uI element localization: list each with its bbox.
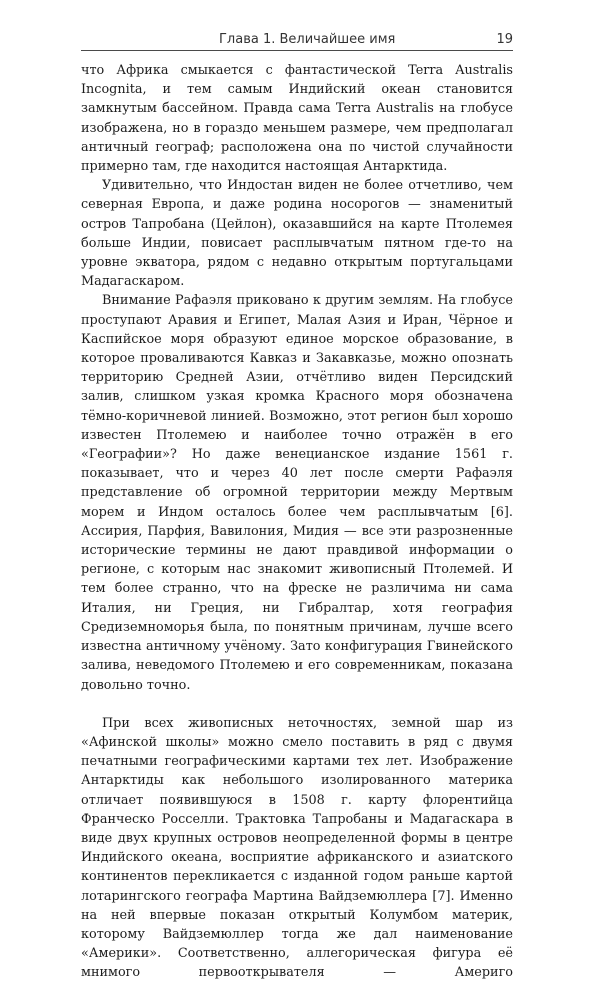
running-head xyxy=(81,32,513,51)
body-text xyxy=(81,61,513,983)
paragraph: При всех живописных неточностях, земной шар из «Афинской школы» можно смело поставить в ряд с двумя печатными географическими картами тех лет. Изображение Антарктиды как небольшого изолированного материка отличает появившуюся в 1508 г. карту флорентийца Франческо Росселли. Трактовка Тапробаны и Мадагаскара в виде двух крупных островов неопределенной формы в центре Индийского океана, восприятие африканского и азиатского континентов перекликается с изданной годом раньше картой лотарингского географа Мартина Вайдземюллера [7]. Именно на ней впервые показан открытый Колумбом материк, которому Вайдземюллер тогда же дал наименование «Америки». Соответственно, аллегорическая фигура её мнимого первооткрывателя — Америго xyxy=(81,715,513,981)
page-number: 19 xyxy=(496,32,513,47)
paragraph: Удивительно, что Индостан виден не более отчетливо, чем северная Европа, и даже родина носорогов — знаменитый остров Тапробана (Цейлон), оказавшийся на карте Птолемея больше Индии, повисает расплывчатым пятном где-то на уровне экватора, рядом с недавно открытым португальцами Мадагаскаром. xyxy=(81,178,513,290)
paragraph: Внимание Рафаэля приковано к другим землям. На глобусе проступают Аравия и Египет, Малая Азия и Иран, Чёрное и Каспийское моря образуют единое морское образование, в которое проваливаются Кавказ и Закавказье, можно опознать территорию Средней Азии, отчётливо виден Персидский залив, слишком узкая кромка Красного моря обозначена тёмно-коричневой линией. Возможно, этот регион был хорошо известен Птолемею и наиболее точно отражён в его «Географии»? Но даже венецианское издание 1561 г. показывает, что и через 40 лет после смерти Рафаэля представление об огромной территории между Мертвым морем и Индом осталось более чем расплывчатым [6]. Ассирия, Парфия, Вавилония, Мидия — все эти разрозненные исторические термины не дают правдивой информации о регионе, с которым нас знакомит живописный Птолемей. И тем более странно, что на фреске не различима ни сама Италия, ни Греция, ни Гибралтар, хотя география Средиземноморья была, по понятным причинам, лучше всего известна античному учёному. Зато конфигурация Гвинейского залива, неведомого Птолемею и его современникам, показана довольно точно. xyxy=(81,293,513,693)
paragraph: что Африка смыкается с фантастической Terra Australis Incognita, и тем самым Индийский океан становится замкнутым бассейном. Правда сама Terra Australis на глобусе изображена, но в гораздо меньшем размере, чем предполагал античный географ; расположена она по чистой случайности примерно там, где находится настоящая Антарктида. xyxy=(81,63,513,175)
chapter-title: Глава 1. Величайшее имя xyxy=(219,32,396,47)
